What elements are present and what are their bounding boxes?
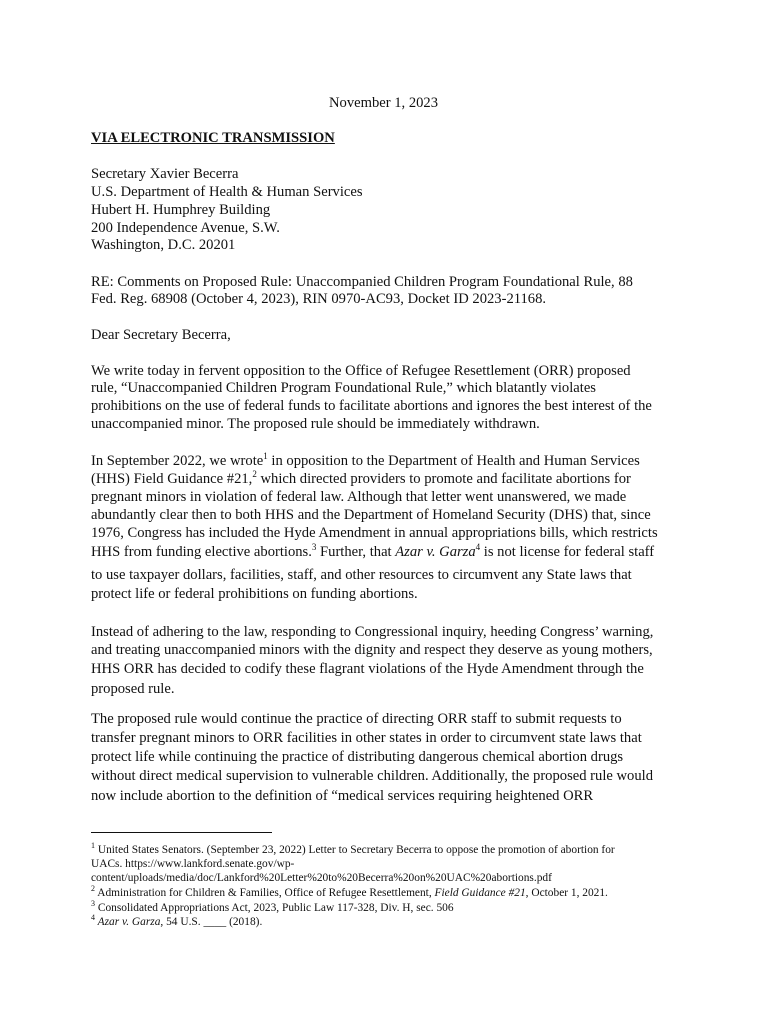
body-line: The proposed rule would continue the practice of directing ORR staff to submit requests to [91, 711, 622, 727]
salutation: Dear Secretary Becerra, [91, 327, 231, 343]
address-line: Hubert H. Humphrey Building [91, 202, 271, 218]
footnote-ref: 2 [252, 469, 257, 480]
address-line: Washington, D.C. 20201 [91, 237, 236, 253]
body-line: protect life or federal prohibitions on funding abortions. [91, 586, 418, 602]
subject-text: Fed. Reg. 68908 (October 4, 2023), RIN 0970-AC93, Docket ID 2023-21168. [91, 291, 547, 307]
address-line: 200 Independence Avenue, S.W. [91, 220, 280, 236]
body-line: protect life while continuing the practice of distributing dangerous chemical abortion drugs [91, 749, 624, 765]
body-line: prohibitions on the use of federal funds to facilitate abortions and ignores the best interest of the [91, 398, 652, 414]
footnote-ref: 3 [311, 542, 317, 553]
body-line: transfer pregnant minors to ORR facilities in other states in order to circumvent state laws that [91, 730, 642, 746]
body-line: In September 2022, we wrote$^1$ in opposition to the Department of Health and Human Services [91, 451, 640, 469]
body-line: unaccompanied minor. The proposed rule should be immediately withdrawn. [91, 416, 540, 432]
footnote-ref: 1 [263, 451, 268, 462]
body-line: rule, “Unaccompanied Children Program Foundational Rule,” which blatantly violates [91, 380, 596, 396]
footnote-3: $^3$ Consolidated Appropriations Act, 2023, Public Law 117-328, Div. H, sec. 506 [91, 899, 454, 914]
address-line: Secretary Xavier Becerra [91, 166, 239, 182]
footnote-ref: 4 [475, 542, 481, 553]
footnote-4: $^4$ Azar v. Garza, 54 U.S. ____ (2018). [91, 913, 263, 928]
body-line: to use taxpayer dollars, facilities, staff, and other resources to circumvent any State laws that [91, 567, 632, 583]
body-line: and treating unaccompanied minors with the dignity and respect they deserve as young mothers, [91, 642, 653, 658]
footnote-1-url[interactable]: content/uploads/media/doc/Lankford%20Letter%20to%20Becerra%20on%20UAC%20abortions.pdf [91, 872, 552, 884]
footnote-1-url[interactable]: UACs. https://www.lankford.senate.gov/wp- [91, 858, 295, 870]
address-line: U.S. Department of Health & Human Services [91, 184, 363, 200]
body-line: HHS ORR has decided to codify these flagrant violations of the Hyde Amendment through the [91, 661, 644, 677]
body-line: (HHS) Field Guidance #21,$^2$ which directed providers to promote and facilitate abortions for [91, 469, 631, 487]
body-line: We write today in fervent opposition to the Office of Refugee Resettlement (ORR) proposed [91, 363, 631, 379]
body-line: Instead of adhering to the law, responding to Congressional inquiry, heeding Congress’ warning, [91, 624, 654, 640]
body-line: proposed rule. [91, 681, 175, 697]
transmission-heading: VIA ELECTRONIC TRANSMISSION [91, 130, 335, 146]
letter-date: November 1, 2023 [329, 95, 439, 111]
footnote-divider [91, 832, 272, 833]
footnote-1: $^1$ United States Senators. (September 23, 2022) Letter to Secretary Becerra to oppose the promotion of abortion for [91, 841, 615, 856]
subject-text: RE: Comments on Proposed Rule: Unaccompanied Children Program Foundational Rule, 88 [91, 274, 633, 290]
body-line: HHS from funding elective abortions.$^3$ Further, that Azar v. Garza$^4$ is not license for federal staff [91, 542, 655, 560]
body-line: without direct medical supervision to vulnerable children. Additionally, the proposed rule would [91, 768, 654, 784]
body-line: now include abortion to the definition of “medical services requiring heightened ORR [91, 788, 594, 804]
body-line: abundantly clear then to both HHS and the Department of Homeland Security (DHS) that, since [91, 507, 651, 523]
footnote-2: $^2$ Administration for Children & Families, Office of Refugee Resettlement, Field Guidance #21, October 1, 2021. [91, 884, 608, 899]
body-line: 1976, Congress has included the Hyde Amendment in annual appropriations bills, which restricts [91, 525, 658, 541]
body-line: pregnant minors in violation of federal law. Although that letter went unanswered, we made [91, 489, 627, 505]
